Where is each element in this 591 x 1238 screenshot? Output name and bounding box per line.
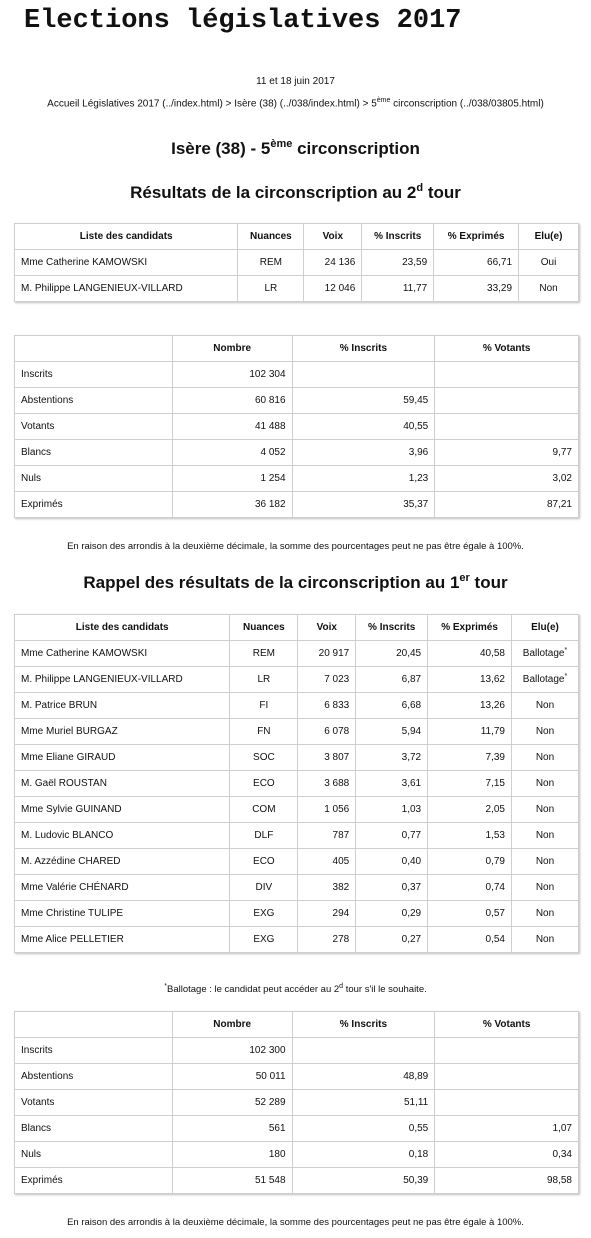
breadcrumb-sup: ème: [376, 97, 391, 104]
table-header-row: [15, 1012, 579, 1038]
table-cell: 6,87: [356, 667, 428, 693]
table-cell: Nuls: [15, 466, 173, 492]
table-cell: 35,37: [292, 492, 435, 518]
elu-value: Ballotage*: [522, 673, 568, 685]
table-row: [15, 1116, 579, 1142]
column-header: Elu(e): [512, 615, 579, 641]
tour2-title-suffix: tour: [423, 183, 461, 202]
circonscription-title: [0, 139, 591, 159]
table-cell: LR: [238, 276, 304, 302]
column-header: [15, 336, 173, 362]
table-cell: 6 833: [298, 693, 356, 719]
table-cell: Non: [512, 745, 579, 771]
table-cell: 40,55: [292, 414, 435, 440]
table-cell: 1,53: [428, 823, 512, 849]
table-row: [15, 362, 579, 388]
table-cell: LR: [230, 667, 298, 693]
table-cell: FI: [230, 693, 298, 719]
column-header: % Inscrits: [292, 1012, 435, 1038]
table-cell: 98,58: [435, 1168, 579, 1194]
column-header: Nombre: [172, 1012, 292, 1038]
table-cell: 3,02: [435, 466, 579, 492]
table-cell: Inscrits: [15, 362, 173, 388]
table-cell: [512, 667, 579, 693]
table-cell: Exprimés: [15, 492, 173, 518]
table-cell: M. Gaël ROUSTAN: [15, 771, 230, 797]
table-cell: COM: [230, 797, 298, 823]
table-cell: 0,79: [428, 849, 512, 875]
table-cell: 60 816: [172, 388, 292, 414]
tour1-title: [0, 573, 591, 593]
tour1-candidates-table: [14, 614, 579, 953]
tour1-title-sup: er: [459, 572, 470, 584]
table-row: [15, 745, 579, 771]
column-header: Voix: [304, 224, 362, 250]
table-cell: 12 046: [304, 276, 362, 302]
table-cell: Abstentions: [15, 388, 173, 414]
table-cell: SOC: [230, 745, 298, 771]
table-header-row: [15, 336, 579, 362]
table-row: [15, 667, 579, 693]
tour1-title-main: Rappel des résultats de la circonscription au 1: [83, 573, 460, 592]
table-cell: 4 052: [172, 440, 292, 466]
table-cell: Mme Catherine KAMOWSKI: [15, 250, 238, 276]
column-header: Nombre: [172, 336, 292, 362]
table-cell: REM: [230, 641, 298, 667]
table-cell: DLF: [230, 823, 298, 849]
table-cell: 24 136: [304, 250, 362, 276]
table-cell: Exprimés: [15, 1168, 173, 1194]
table-row: [15, 823, 579, 849]
table-cell: 0,77: [356, 823, 428, 849]
table-cell: 41 488: [172, 414, 292, 440]
table-cell: M. Philippe LANGENIEUX-VILLARD: [15, 667, 230, 693]
table-cell: M. Philippe LANGENIEUX-VILLARD: [15, 276, 238, 302]
column-header: [15, 1012, 173, 1038]
table-cell: 7,15: [428, 771, 512, 797]
table-header-row: [15, 224, 579, 250]
column-header: Liste des candidats: [15, 224, 238, 250]
column-header: % Inscrits: [356, 615, 428, 641]
table-cell: Non: [512, 771, 579, 797]
tour2-rounding-note: En raison des arrondis à la deuxième décimale, la somme des pourcentages peut ne pas être égale à 100%.: [67, 541, 524, 552]
table-cell: Mme Valérie CHÉNARD: [15, 875, 230, 901]
table-row: [15, 492, 579, 518]
table-cell: 50,39: [292, 1168, 435, 1194]
table-cell: 5,94: [356, 719, 428, 745]
table-cell: M. Ludovic BLANCO: [15, 823, 230, 849]
table-cell: 33,29: [434, 276, 519, 302]
table-cell: 66,71: [434, 250, 519, 276]
table-cell: Mme Eliane GIRAUD: [15, 745, 230, 771]
table-cell: 3,72: [356, 745, 428, 771]
table-cell: 0,40: [356, 849, 428, 875]
table-cell: 3 688: [298, 771, 356, 797]
table-cell: 0,29: [356, 901, 428, 927]
table-cell: Oui: [519, 250, 579, 276]
table-row: [15, 250, 579, 276]
election-dates: 11 et 18 juin 2017: [256, 76, 335, 87]
table-cell: 13,26: [428, 693, 512, 719]
table-cell: Blancs: [15, 440, 173, 466]
table-cell: Mme Alice PELLETIER: [15, 927, 230, 953]
tour1-title-suffix: tour: [469, 573, 508, 592]
table-cell: 52 289: [172, 1090, 292, 1116]
table-cell: Mme Sylvie GUINAND: [15, 797, 230, 823]
table-cell: M. Patrice BRUN: [15, 693, 230, 719]
circonscription-title-sup: ème: [270, 138, 293, 150]
table-cell: [512, 641, 579, 667]
table-cell: Nuls: [15, 1142, 173, 1168]
table-cell: Non: [512, 927, 579, 953]
ballotage-note-sup: d: [339, 983, 344, 990]
table-cell: 13,62: [428, 667, 512, 693]
table-cell: 40,58: [428, 641, 512, 667]
table-cell: 405: [298, 849, 356, 875]
table-cell: 11,77: [362, 276, 434, 302]
table-cell: Mme Muriel BURGAZ: [15, 719, 230, 745]
table-cell: 1,03: [356, 797, 428, 823]
table-header-row: [15, 615, 579, 641]
table-cell: 1,07: [435, 1116, 579, 1142]
table-row: [15, 1064, 579, 1090]
table-cell: 787: [298, 823, 356, 849]
table-cell: [292, 362, 435, 388]
table-cell: 102 304: [172, 362, 292, 388]
table-row: [15, 1038, 579, 1064]
table-cell: 0,54: [428, 927, 512, 953]
table-cell: 51 548: [172, 1168, 292, 1194]
table-cell: 0,57: [428, 901, 512, 927]
table-cell: 23,59: [362, 250, 434, 276]
table-cell: 7,39: [428, 745, 512, 771]
table-cell: 3 807: [298, 745, 356, 771]
table-cell: 59,45: [292, 388, 435, 414]
table-cell: [292, 1038, 435, 1064]
breadcrumb-links[interactable]: Accueil Législatives 2017 (../index.html) > Isère (38) (../038/index.html) > 5: [47, 98, 377, 110]
ballotage-note: [0, 983, 591, 995]
table-cell: FN: [230, 719, 298, 745]
column-header: Nuances: [238, 224, 304, 250]
column-header: Voix: [298, 615, 356, 641]
table-row: [15, 901, 579, 927]
column-header: % Inscrits: [362, 224, 434, 250]
tour2-title-sup: d: [416, 182, 424, 194]
table-row: [15, 414, 579, 440]
table-cell: Non: [512, 901, 579, 927]
column-header: % Inscrits: [292, 336, 435, 362]
table-cell: Non: [519, 276, 579, 302]
table-cell: 561: [172, 1116, 292, 1142]
table-cell: 0,74: [428, 875, 512, 901]
table-cell: 1 254: [172, 466, 292, 492]
table-row: [15, 719, 579, 745]
table-cell: Non: [512, 693, 579, 719]
table-cell: 0,55: [292, 1116, 435, 1142]
table-cell: 2,05: [428, 797, 512, 823]
table-cell: 0,18: [292, 1142, 435, 1168]
table-cell: 11,79: [428, 719, 512, 745]
table-cell: [435, 1038, 579, 1064]
breadcrumb[interactable]: [0, 97, 591, 109]
table-cell: Mme Christine TULIPE: [15, 901, 230, 927]
table-cell: 9,77: [435, 440, 579, 466]
column-header: % Exprimés: [434, 224, 519, 250]
table-cell: 102 300: [172, 1038, 292, 1064]
table-row: [15, 388, 579, 414]
table-cell: 20,45: [356, 641, 428, 667]
table-cell: Non: [512, 823, 579, 849]
table-row: [15, 771, 579, 797]
table-row: [15, 466, 579, 492]
circonscription-title-suffix: circonscription: [292, 139, 420, 158]
table-cell: M. Azzédine CHARED: [15, 849, 230, 875]
table-cell: 6 078: [298, 719, 356, 745]
table-cell: 294: [298, 901, 356, 927]
table-cell: 6,68: [356, 693, 428, 719]
ballotage-note-star: *: [164, 983, 167, 990]
table-cell: Votants: [15, 414, 173, 440]
table-cell: [435, 388, 579, 414]
table-cell: [435, 1090, 579, 1116]
table-cell: 1,23: [292, 466, 435, 492]
table-cell: ECO: [230, 849, 298, 875]
table-cell: 180: [172, 1142, 292, 1168]
table-cell: ECO: [230, 771, 298, 797]
table-cell: 0,37: [356, 875, 428, 901]
ballotage-note-text: Ballotage : le candidat peut accéder au 2: [166, 984, 340, 996]
tour2-candidates-table: [14, 223, 579, 302]
table-cell: [435, 1064, 579, 1090]
table-cell: 0,34: [435, 1142, 579, 1168]
table-row: [15, 849, 579, 875]
table-cell: 0,27: [356, 927, 428, 953]
table-row: [15, 276, 579, 302]
table-cell: Non: [512, 797, 579, 823]
table-row: [15, 797, 579, 823]
breadcrumb-current[interactable]: circonscription (../038/03805.html): [390, 98, 544, 110]
tour2-title: [0, 183, 591, 203]
table-cell: 7 023: [298, 667, 356, 693]
table-cell: Abstentions: [15, 1064, 173, 1090]
tour2-stats-table: [14, 335, 579, 518]
table-cell: Votants: [15, 1090, 173, 1116]
table-cell: 50 011: [172, 1064, 292, 1090]
table-cell: Blancs: [15, 1116, 173, 1142]
table-cell: Non: [512, 849, 579, 875]
table-cell: Non: [512, 875, 579, 901]
table-cell: [435, 362, 579, 388]
table-cell: 1 056: [298, 797, 356, 823]
column-header: Nuances: [230, 615, 298, 641]
tour1-rounding-note: En raison des arrondis à la deuxième décimale, la somme des pourcentages peut ne pas être égale à 100%.: [67, 1217, 524, 1228]
table-row: [15, 440, 579, 466]
circonscription-title-main: Isère (38) - 5: [171, 139, 271, 158]
table-cell: 20 917: [298, 641, 356, 667]
elu-value: Ballotage*: [522, 647, 568, 659]
table-row: [15, 641, 579, 667]
table-row: [15, 927, 579, 953]
page-title: Elections législatives 2017: [24, 6, 462, 36]
table-cell: [435, 414, 579, 440]
table-cell: 3,61: [356, 771, 428, 797]
table-row: [15, 875, 579, 901]
table-row: [15, 1168, 579, 1194]
table-cell: Inscrits: [15, 1038, 173, 1064]
table-cell: REM: [238, 250, 304, 276]
table-row: [15, 693, 579, 719]
ballotage-note-suffix: tour s'il le souhaite.: [343, 984, 427, 996]
column-header: % Exprimés: [428, 615, 512, 641]
table-cell: EXG: [230, 901, 298, 927]
column-header: % Votants: [435, 1012, 579, 1038]
table-cell: Mme Catherine KAMOWSKI: [15, 641, 230, 667]
column-header: Elu(e): [519, 224, 579, 250]
table-cell: 48,89: [292, 1064, 435, 1090]
column-header: % Votants: [435, 336, 579, 362]
column-header: Liste des candidats: [15, 615, 230, 641]
table-row: [15, 1090, 579, 1116]
table-cell: DIV: [230, 875, 298, 901]
tour2-title-main: Résultats de la circonscription au 2: [130, 183, 417, 202]
table-cell: 51,11: [292, 1090, 435, 1116]
table-cell: 278: [298, 927, 356, 953]
table-cell: 3,96: [292, 440, 435, 466]
table-row: [15, 1142, 579, 1168]
table-cell: 382: [298, 875, 356, 901]
table-cell: 87,21: [435, 492, 579, 518]
table-cell: 36 182: [172, 492, 292, 518]
tour1-stats-table: [14, 1011, 579, 1194]
table-cell: EXG: [230, 927, 298, 953]
table-cell: Non: [512, 719, 579, 745]
